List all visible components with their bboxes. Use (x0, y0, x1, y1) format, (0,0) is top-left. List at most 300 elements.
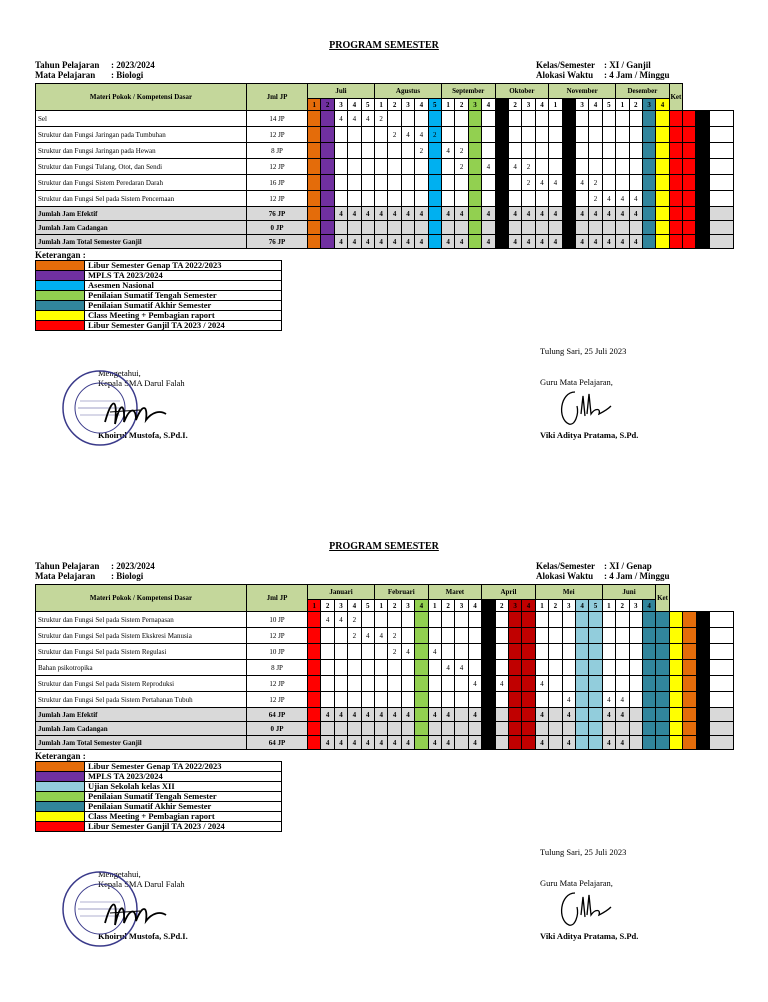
summary-row (36, 736, 734, 750)
week-cell (696, 127, 709, 143)
week-cell: 4 (441, 660, 454, 676)
week-cell: 4 (348, 736, 361, 750)
week-header: 1 (308, 600, 321, 612)
week-cell (683, 191, 696, 207)
week-cell (334, 692, 347, 708)
week-cell (642, 628, 655, 644)
week-cell (308, 143, 321, 159)
week-cell (415, 111, 428, 127)
materi-cell: Jumlah Jam Efektif (36, 708, 247, 722)
week-cell (549, 722, 562, 736)
week-cell (321, 175, 334, 191)
week-cell (656, 722, 669, 736)
week-cell (334, 191, 347, 207)
table-row (36, 676, 734, 692)
week-cell (683, 175, 696, 191)
week-cell (669, 644, 682, 660)
week-cell (415, 159, 428, 175)
week-cell (374, 127, 387, 143)
week-header: 1 (602, 600, 615, 612)
week-cell (616, 111, 629, 127)
ket-cell (709, 676, 733, 692)
week-header: 2 (562, 99, 575, 111)
week-cell (562, 221, 575, 235)
principal-name: Khoirul Mustofa, S.Pd.I. (98, 931, 188, 941)
week-header: 5 (602, 99, 615, 111)
week-cell: 4 (361, 628, 374, 644)
week-cell (535, 221, 548, 235)
week-cell (629, 612, 642, 628)
jp-cell: 10 JP (247, 644, 308, 660)
week-cell (508, 127, 521, 143)
sig-line: Kepala SMA Darul Falah (98, 879, 185, 889)
week-cell (415, 191, 428, 207)
week-cell (629, 692, 642, 708)
week-cell (562, 111, 575, 127)
week-cell (549, 644, 562, 660)
week-header: 2 (616, 600, 629, 612)
legend-row (36, 762, 282, 772)
week-cell (361, 221, 374, 235)
week-cell: 4 (428, 708, 441, 722)
month-header: Desember (616, 84, 670, 99)
week-cell (575, 692, 588, 708)
week-cell (535, 191, 548, 207)
week-cell (642, 191, 655, 207)
week-cell (441, 628, 454, 644)
week-cell (361, 722, 374, 736)
week-cell (482, 111, 495, 127)
week-cell (468, 191, 481, 207)
week-cell (375, 612, 388, 628)
week-cell (375, 676, 388, 692)
week-cell: 4 (549, 235, 562, 249)
week-cell (589, 628, 602, 644)
week-cell (361, 143, 374, 159)
week-cell (696, 235, 709, 249)
week-cell (589, 143, 602, 159)
ket-cell (709, 159, 733, 175)
week-cell (508, 692, 521, 708)
week-header: 1 (535, 600, 548, 612)
week-cell (683, 722, 696, 736)
week-cell (321, 159, 334, 175)
week-cell (602, 628, 615, 644)
week-cell (616, 159, 629, 175)
week-header: 3 (334, 600, 347, 612)
week-cell (348, 722, 361, 736)
ket-cell (709, 221, 733, 235)
week-cell (589, 708, 602, 722)
week-cell (374, 159, 387, 175)
week-cell (535, 722, 548, 736)
week-header: 1 (495, 99, 508, 111)
materi-header: Materi Pokok / Kompetensi Dasar (36, 585, 247, 612)
ket-cell (709, 235, 733, 249)
week-cell (428, 628, 441, 644)
legend-label: Penilaian Sumatif Tengah Semester (85, 792, 282, 802)
legend-swatch (36, 311, 85, 321)
week-cell (642, 159, 655, 175)
week-cell: 2 (348, 612, 361, 628)
week-cell (696, 736, 709, 750)
jp-cell: 12 JP (247, 191, 308, 207)
place-date: Tulung Sari, 25 Juli 2023 (540, 346, 627, 356)
week-cell (415, 692, 428, 708)
week-cell (428, 207, 441, 221)
week-cell: 4 (375, 708, 388, 722)
info-row (536, 561, 670, 571)
week-cell: 4 (575, 175, 588, 191)
week-cell (482, 191, 495, 207)
teacher-signature-scribble (555, 885, 615, 930)
week-cell (348, 221, 361, 235)
week-cell (401, 221, 414, 235)
semester-page (0, 501, 768, 1002)
week-cell: 4 (482, 207, 495, 221)
legend-caption: Keterangan : (35, 751, 86, 761)
week-header: 5 (361, 99, 374, 111)
week-cell (361, 191, 374, 207)
week-cell (374, 143, 387, 159)
legend-table (35, 761, 282, 832)
jp-cell: 8 JP (247, 143, 308, 159)
week-cell (308, 628, 321, 644)
week-cell: 2 (428, 127, 441, 143)
week-cell: 4 (455, 235, 468, 249)
week-cell: 4 (616, 692, 629, 708)
week-cell: 2 (374, 111, 387, 127)
info-label: Kelas/Semester (536, 561, 595, 571)
legend-row (36, 822, 282, 832)
table-row (36, 612, 734, 628)
ket-header: Ket (669, 84, 682, 111)
week-cell (522, 191, 535, 207)
materi-cell: Jumlah Jam Efektif (36, 207, 247, 221)
week-cell (508, 660, 521, 676)
week-cell (495, 736, 508, 750)
week-cell (401, 111, 414, 127)
materi-cell: Struktur dan Fungsi Sel pada Sistem Regulasi (36, 644, 247, 660)
teacher-signature-block: Guru Mata Pelajaran, (540, 377, 613, 387)
week-cell: 2 (522, 175, 535, 191)
week-header: 1 (482, 600, 495, 612)
week-cell (348, 692, 361, 708)
week-cell (629, 708, 642, 722)
week-cell (401, 660, 414, 676)
week-cell (468, 207, 481, 221)
week-header: 4 (656, 99, 669, 111)
week-cell (495, 692, 508, 708)
legend-swatch (36, 291, 85, 301)
week-cell (696, 159, 709, 175)
week-cell (669, 159, 682, 175)
week-cell (321, 207, 334, 221)
week-cell (575, 660, 588, 676)
week-header: 3 (401, 600, 414, 612)
week-cell (656, 676, 669, 692)
week-cell: 2 (388, 127, 401, 143)
week-cell (495, 660, 508, 676)
week-cell (683, 221, 696, 235)
info-right (536, 561, 670, 581)
week-header: 2 (508, 99, 521, 111)
jp-cell: 12 JP (247, 692, 308, 708)
week-cell (415, 736, 428, 750)
info-label: Kelas/Semester (536, 60, 595, 70)
week-cell: 2 (415, 143, 428, 159)
week-cell (549, 612, 562, 628)
week-cell (468, 235, 481, 249)
week-cell (388, 612, 401, 628)
ket-cell (709, 722, 733, 736)
summary-row (36, 221, 734, 235)
week-cell: 4 (589, 207, 602, 221)
week-cell (562, 191, 575, 207)
week-cell: 4 (629, 191, 642, 207)
materi-cell: Struktur dan Fungsi Jaringan pada Hewan (36, 143, 247, 159)
week-cell (656, 612, 669, 628)
table-row (36, 692, 734, 708)
week-cell (535, 644, 548, 660)
jp-cell: 16 JP (247, 175, 308, 191)
week-cell (415, 221, 428, 235)
info-row (35, 561, 155, 571)
week-cell (642, 175, 655, 191)
place-date: Tulung Sari, 25 Juli 2023 (540, 847, 627, 857)
week-cell (602, 612, 615, 628)
week-cell (428, 175, 441, 191)
week-cell (575, 143, 588, 159)
week-cell (388, 143, 401, 159)
week-cell (508, 722, 521, 736)
week-header: 4 (642, 600, 655, 612)
week-cell (508, 628, 521, 644)
week-cell (508, 111, 521, 127)
week-header: 2 (388, 99, 401, 111)
week-cell (495, 708, 508, 722)
week-cell (415, 612, 428, 628)
week-cell (589, 221, 602, 235)
week-cell (522, 612, 535, 628)
week-cell (441, 159, 454, 175)
week-header: 2 (549, 600, 562, 612)
week-cell (482, 692, 495, 708)
table-row (36, 127, 734, 143)
week-cell (562, 175, 575, 191)
week-cell (468, 111, 481, 127)
materi-cell: Struktur dan Fungsi Sel pada Sistem Pencernaan (36, 191, 247, 207)
week-header: 2 (388, 600, 401, 612)
week-cell (656, 175, 669, 191)
week-cell (334, 159, 347, 175)
week-cell (348, 676, 361, 692)
week-cell (401, 692, 414, 708)
week-cell (495, 111, 508, 127)
week-header: 1 (308, 99, 321, 111)
week-cell (308, 644, 321, 660)
week-cell (321, 660, 334, 676)
week-cell (348, 127, 361, 143)
week-header: 2 (495, 600, 508, 612)
info-label: Mata Pelajaran (35, 70, 96, 80)
week-cell (348, 159, 361, 175)
week-cell (683, 708, 696, 722)
month-header: Agustus (374, 84, 441, 99)
week-cell (388, 111, 401, 127)
page-title: PROGRAM SEMESTER (329, 541, 439, 552)
week-cell (308, 708, 321, 722)
week-cell (455, 736, 468, 750)
week-cell (455, 111, 468, 127)
week-cell: 4 (482, 159, 495, 175)
week-cell (428, 111, 441, 127)
week-cell (656, 628, 669, 644)
week-cell (683, 235, 696, 249)
week-cell (428, 235, 441, 249)
week-cell (455, 644, 468, 660)
week-cell (602, 111, 615, 127)
schedule-table (35, 83, 734, 249)
week-cell (361, 660, 374, 676)
week-cell (334, 175, 347, 191)
week-cell (683, 127, 696, 143)
month-header: September (441, 84, 495, 99)
week-cell (374, 191, 387, 207)
week-cell: 4 (468, 676, 481, 692)
table-row (36, 111, 734, 127)
week-cell (508, 191, 521, 207)
week-cell (575, 159, 588, 175)
sig-line: Mengetahui, (98, 368, 141, 378)
legend-row (36, 271, 282, 281)
materi-cell: Jumlah Jam Total Semester Ganjil (36, 235, 247, 249)
week-cell (495, 143, 508, 159)
info-value: : Biologi (111, 571, 144, 581)
week-cell (522, 676, 535, 692)
week-cell: 4 (602, 207, 615, 221)
table-row (36, 143, 734, 159)
week-cell (575, 127, 588, 143)
week-cell (334, 644, 347, 660)
week-cell (308, 111, 321, 127)
week-cell (696, 722, 709, 736)
week-cell (629, 175, 642, 191)
week-cell (562, 660, 575, 676)
week-cell (522, 692, 535, 708)
week-cell: 4 (575, 207, 588, 221)
week-cell (602, 722, 615, 736)
week-cell (683, 692, 696, 708)
week-cell (683, 644, 696, 660)
jp-cell: 12 JP (247, 628, 308, 644)
week-header: 1 (441, 99, 454, 111)
week-cell: 4 (401, 708, 414, 722)
week-cell (334, 127, 347, 143)
week-cell (589, 676, 602, 692)
table-row (36, 175, 734, 191)
jp-cell: 0 JP (247, 722, 308, 736)
week-cell (656, 207, 669, 221)
ket-cell (709, 143, 733, 159)
week-cell (428, 191, 441, 207)
week-cell (495, 127, 508, 143)
week-cell (415, 644, 428, 660)
sig-line: Kepala SMA Darul Falah (98, 378, 185, 388)
legend-swatch (36, 802, 85, 812)
week-cell (441, 127, 454, 143)
week-cell (669, 191, 682, 207)
week-cell: 4 (348, 235, 361, 249)
legend-row (36, 281, 282, 291)
week-cell (441, 676, 454, 692)
week-cell (361, 127, 374, 143)
legend-row (36, 301, 282, 311)
info-label: Tahun Pelajaran (35, 60, 100, 70)
week-cell (388, 175, 401, 191)
month-header: Maret (428, 585, 482, 600)
week-cell (334, 221, 347, 235)
week-cell (482, 143, 495, 159)
week-cell (441, 692, 454, 708)
week-cell (401, 676, 414, 692)
materi-cell: Struktur dan Fungsi Jaringan pada Tumbuhan (36, 127, 247, 143)
week-cell: 4 (522, 207, 535, 221)
week-cell: 4 (441, 736, 454, 750)
week-cell (656, 143, 669, 159)
week-cell (508, 143, 521, 159)
week-cell (616, 660, 629, 676)
week-cell: 4 (535, 207, 548, 221)
week-cell (374, 221, 387, 235)
week-cell: 4 (334, 111, 347, 127)
legend-row (36, 792, 282, 802)
jp-cell: 12 JP (247, 676, 308, 692)
week-cell (428, 143, 441, 159)
week-cell (535, 111, 548, 127)
week-cell (696, 644, 709, 660)
jp-header: Jml JP (247, 84, 308, 111)
week-cell (616, 143, 629, 159)
month-header: Februari (375, 585, 429, 600)
week-cell (589, 722, 602, 736)
legend-swatch (36, 261, 85, 271)
week-cell: 4 (468, 736, 481, 750)
ket-cell (709, 736, 733, 750)
week-cell (616, 127, 629, 143)
week-cell (321, 692, 334, 708)
week-cell: 4 (535, 736, 548, 750)
week-cell (589, 644, 602, 660)
week-cell (656, 708, 669, 722)
week-cell (669, 676, 682, 692)
legend-label: Libur Semester Ganjil TA 2023 / 2024 (85, 321, 282, 331)
week-cell (629, 127, 642, 143)
week-cell (455, 692, 468, 708)
week-cell (441, 175, 454, 191)
week-cell: 2 (388, 628, 401, 644)
table-row (36, 660, 734, 676)
jp-cell: 64 JP (247, 708, 308, 722)
legend-swatch (36, 822, 85, 832)
materi-cell: Struktur dan Fungsi Sistem Peredaran Darah (36, 175, 247, 191)
week-cell (441, 111, 454, 127)
info-value: : 4 Jam / Minggu (604, 571, 670, 581)
week-cell: 4 (602, 736, 615, 750)
ket-cell (709, 628, 733, 644)
materi-cell: Struktur dan Fungsi Tulang, Otot, dan Sendi (36, 159, 247, 175)
week-header: 3 (508, 600, 521, 612)
